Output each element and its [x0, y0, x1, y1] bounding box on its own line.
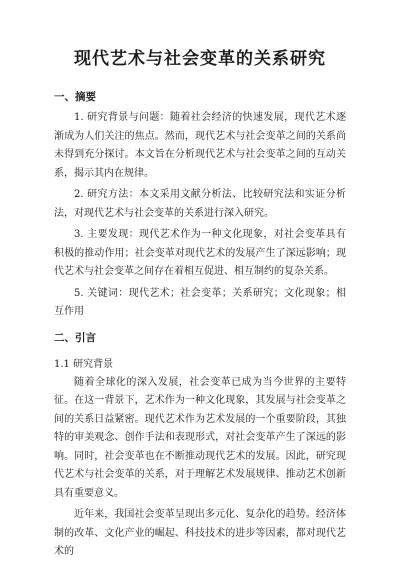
document-title: 现代艺术与社会变革的关系研究: [74, 49, 326, 69]
abstract-heading: 一、摘要: [54, 91, 96, 103]
intro-paragraph: 随着全球化的深入发展，社会变革已成为当今世界的主要特征。在这一背景下，艺术作为一种文化现象，其发展与社会变革之间的关系日益紧密。现代艺术作为艺术发展的一个重要阶段，其独特的审美观念、创作手法和表现形式，对社会变革产生了深远的影响。同时，社会变革也在不断推动现代艺术的发展。因此，研究现代艺术与社会变革的关系，对于理解艺术发展规律、推动艺术创新具有重要意义。: [54, 376, 346, 499]
intro-subheading: 1.1 研究背景: [54, 358, 114, 370]
intro-heading: 二、引言: [54, 331, 96, 344]
intro-paragraph: 近年来，我国社会变革呈现出多元化、复杂化的趋势。经济体制的改革、文化产业的崛起、科技技术的进步等因素，都对现代艺术的: [54, 509, 346, 557]
abstract-item: 5. 关键词：现代艺术；社会变革；关系研究；文化现象；相互作用: [54, 287, 346, 317]
abstract-item: 3. 主要发现：现代艺术作为一种文化现象，对社会变革具有积极的推动作用；社会变革对现代艺术的发展产生了深远影响；现代艺术与社会变革之间存在着相互促进、相互制约的复杂关系。: [54, 229, 346, 277]
abstract-item: 1. 研究背景与问题：随着社会经济的快速发展，现代艺术逐渐成为人们关注的焦点。然而，现代艺术与社会变革之间的关系尚未得到充分探讨。本文旨在分析现代艺术与社会变革之间的互动关系，揭示其内在规律。: [54, 112, 346, 179]
abstract-item: 2. 研究方法：本文采用文献分析法、比较研究法和实证分析法，对现代艺术与社会变革的关系进行深入研究。: [54, 189, 346, 219]
